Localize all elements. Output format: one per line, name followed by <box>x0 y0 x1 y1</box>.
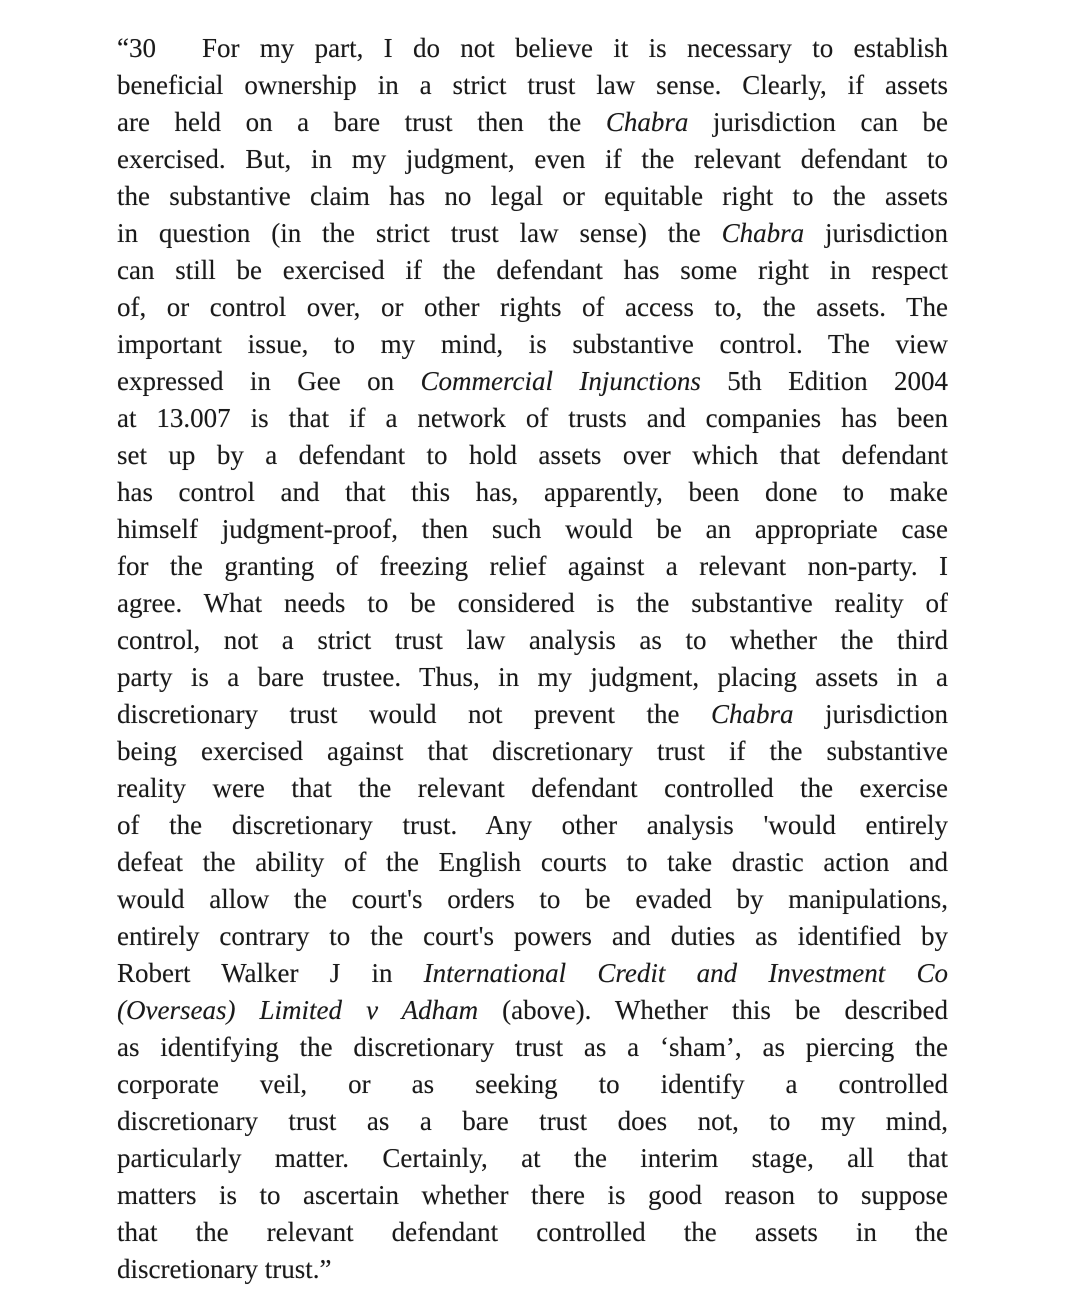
quote-text: control, not a strict trust law analysis as to whether the third <box>117 625 948 655</box>
quote-text: jurisdiction <box>793 699 948 729</box>
quote-line <box>117 511 948 548</box>
quote-line <box>117 141 948 178</box>
quote-line <box>117 1177 948 1214</box>
quote-text: discretionary trust.” <box>117 1254 332 1284</box>
quote-line <box>117 326 948 363</box>
quote-text: being exercised against that discretionary trust if the substantive <box>117 736 948 766</box>
italic-citation: Chabra <box>721 218 805 248</box>
italic-citation: Chabra <box>710 699 794 729</box>
quote-line <box>117 1214 948 1251</box>
quote-text: discretionary trust as a bare trust does not, to my mind, <box>117 1106 948 1136</box>
quote-text: the substantive claim has no legal or equitable right to the assets <box>117 181 948 211</box>
quote-line <box>117 1066 948 1103</box>
quote-line <box>117 807 948 844</box>
quote-text: party is a bare trustee. Thus, in my judgment, placing assets in a <box>117 662 948 692</box>
quote-text: “30 <box>117 33 156 63</box>
quote-text: 5th Edition 2004 <box>700 366 948 396</box>
quote-line <box>117 1140 948 1177</box>
quote-line <box>117 1103 948 1140</box>
quote-text: jurisdiction can be <box>688 107 948 137</box>
quote-text: agree. What needs to be considered is the substantive reality of <box>117 588 948 618</box>
quote-line <box>117 770 948 807</box>
quote-line <box>117 363 948 400</box>
quote-line <box>117 548 948 585</box>
quote-line <box>117 474 948 511</box>
quote-text: for the granting of freezing relief against a relevant non-party. I <box>117 551 948 581</box>
quote-text: defeat the ability of the English courts to take drastic action and <box>117 847 948 877</box>
quote-line <box>117 918 948 955</box>
quote-text: beneficial ownership in a strict trust law sense. Clearly, if assets <box>117 70 948 100</box>
quote-text: discretionary trust would not prevent the <box>117 699 711 729</box>
quote-line <box>117 696 948 733</box>
quote-line <box>117 30 948 67</box>
quote-line <box>117 178 948 215</box>
quote-line <box>117 585 948 622</box>
quote-line <box>117 67 948 104</box>
quote-text: himself judgment-proof, then such would be an appropriate case <box>117 514 948 544</box>
quote-line <box>117 955 948 992</box>
quote-text: jurisdiction <box>804 218 948 248</box>
quote-line <box>117 289 948 326</box>
quote-text: in question (in the strict trust law sense) the <box>117 218 722 248</box>
quote-text: exercised. But, in my judgment, even if the relevant defendant to <box>117 144 948 174</box>
quote-text: corporate veil, or as seeking to identify a controlled <box>117 1069 948 1099</box>
quote-line <box>117 622 948 659</box>
quote-text: important issue, to my mind, is substantive control. The view <box>117 329 948 359</box>
italic-citation: International Credit and Investment Co <box>423 958 948 988</box>
italic-citation: Commercial Injunctions <box>420 366 701 396</box>
quote-text: has control and that this has, apparently, been done to make <box>117 477 948 507</box>
quote-text: (above). Whether this be described <box>478 995 948 1025</box>
italic-citation: (Overseas) Limited v Adham <box>117 995 479 1025</box>
quote-text: For my part, I do not believe it is necessary to establish <box>201 33 948 63</box>
tab-spacer <box>156 56 202 57</box>
quote-text: at 13.007 is that if a network of trusts and companies has been <box>117 403 948 433</box>
quote-text: Robert Walker J in <box>117 958 424 988</box>
quote-text: reality were that the relevant defendant controlled the exercise <box>117 773 948 803</box>
quote-line <box>117 252 948 289</box>
legal-quote-paragraph <box>117 30 948 1288</box>
quote-text: can still be exercised if the defendant has some right in respect <box>117 255 948 285</box>
quote-line <box>117 400 948 437</box>
quote-text: matters is to ascertain whether there is good reason to suppose <box>117 1180 948 1210</box>
quote-line <box>117 733 948 770</box>
quote-text: entirely contrary to the court's powers and duties as identified by <box>117 921 948 951</box>
quote-line <box>117 437 948 474</box>
quote-text: are held on a bare trust then the <box>117 107 606 137</box>
quote-line <box>117 1029 948 1066</box>
quote-text: set up by a defendant to hold assets over which that defendant <box>117 440 948 470</box>
quote-text: of the discretionary trust. Any other analysis 'would entirely <box>117 810 948 840</box>
quote-line <box>117 215 948 252</box>
quote-line <box>117 992 948 1029</box>
quote-line <box>117 1251 948 1288</box>
italic-citation: Chabra <box>605 107 689 137</box>
quote-text: expressed in Gee on <box>117 366 421 396</box>
quote-line <box>117 881 948 918</box>
quote-line <box>117 659 948 696</box>
quote-text: of, or control over, or other rights of access to, the assets. The <box>117 292 948 322</box>
quote-line <box>117 844 948 881</box>
quote-text: as identifying the discretionary trust as a ‘sham’, as piercing the <box>117 1032 948 1062</box>
quote-text: would allow the court's orders to be evaded by manipulations, <box>117 884 948 914</box>
quote-line <box>117 104 948 141</box>
quote-text: particularly matter. Certainly, at the interim stage, all that <box>117 1143 948 1173</box>
quote-text: that the relevant defendant controlled the assets in the <box>117 1217 948 1247</box>
